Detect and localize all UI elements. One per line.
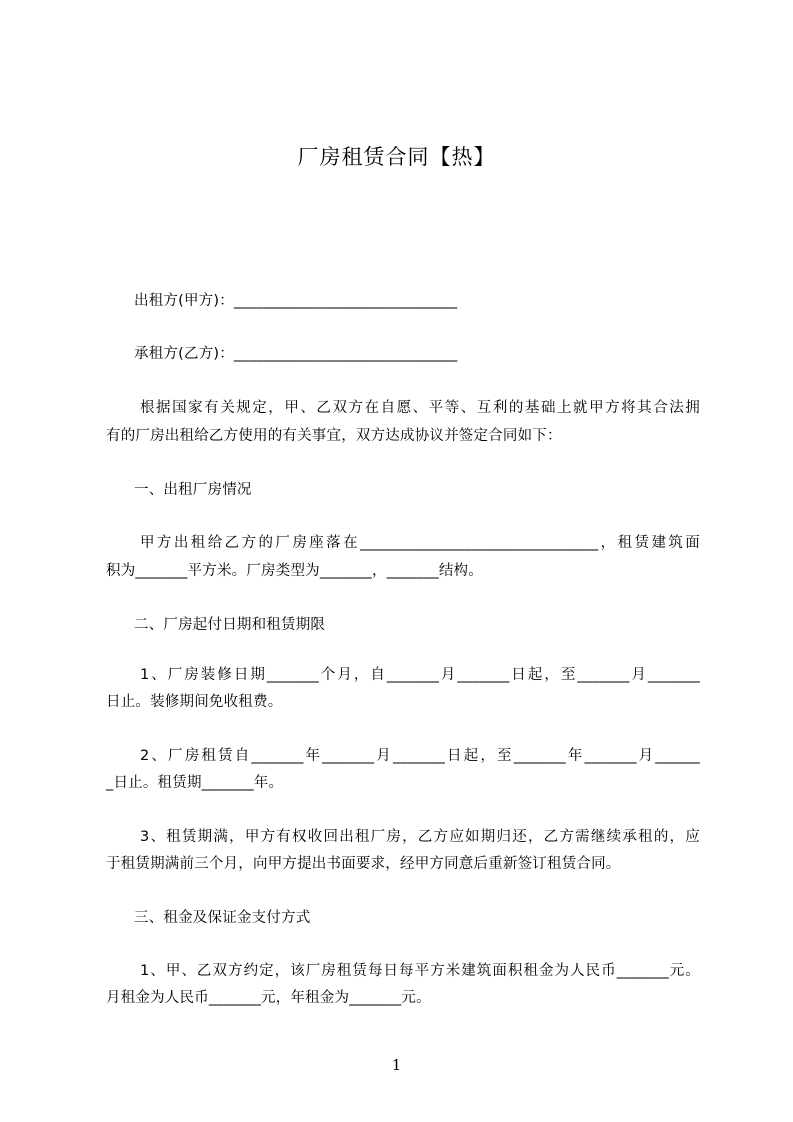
section-3-heading: 三、租金及保证金支付方式 — [134, 910, 311, 926]
section-2-item-3-line-1: 3、租赁期满，甲方有权收回出租厂房，乙方应如期归还，乙方需继续承租的，应 — [140, 829, 700, 845]
lessee-line: 承租方(乙方)：______________________________ — [134, 346, 458, 362]
section-2-heading: 二、厂房起付日期和租赁期限 — [134, 617, 326, 633]
document-title: 厂房租赁合同【热】 — [297, 145, 496, 169]
lessor-line: 出租方(甲方)：______________________________ — [134, 293, 458, 309]
section-3-item-1-line-1: 1、甲、乙双方约定，该厂房租赁每日每平方米建筑面积租金为人民币_______元。 — [140, 963, 700, 979]
section-2-item-1-line-1: 1、厂房装修日期_______个月，自_______月_______日起，至_______月_______ — [140, 667, 700, 683]
section-1-line-2: 积为_______平方米。厂房类型为_______，_______结构。 — [106, 563, 483, 579]
section-1-line-1: 甲方出租给乙方的厂房座落在________________________________，租赁建筑面 — [140, 535, 700, 551]
section-1-heading: 一、出租厂房情况 — [134, 482, 252, 498]
intro-line-1: 根据国家有关规定，甲、乙双方在自愿、平等、互利的基础上就甲方将其合法拥 — [140, 400, 700, 416]
section-2-item-3-line-2: 于租赁期满前三个月，向甲方提出书面要求，经甲方同意后重新签订租赁合同。 — [106, 856, 621, 872]
section-2-item-2-line-2: _日止。租赁期_______年。 — [106, 775, 284, 791]
section-3-item-1-line-2: 月租金为人民币_______元，年租金为_______元。 — [106, 990, 431, 1006]
section-2-item-1-line-2: 日止。装修期间免收租费。 — [106, 694, 283, 710]
section-2-item-2-line-1: 2、厂房租赁自_______年_______月_______日起，至_______年_______月______ — [140, 748, 700, 764]
page-number: 1 — [391, 1056, 402, 1074]
intro-line-2: 有的厂房出租给乙方使用的有关事宜，双方达成协议并签定合同如下： — [106, 428, 562, 444]
